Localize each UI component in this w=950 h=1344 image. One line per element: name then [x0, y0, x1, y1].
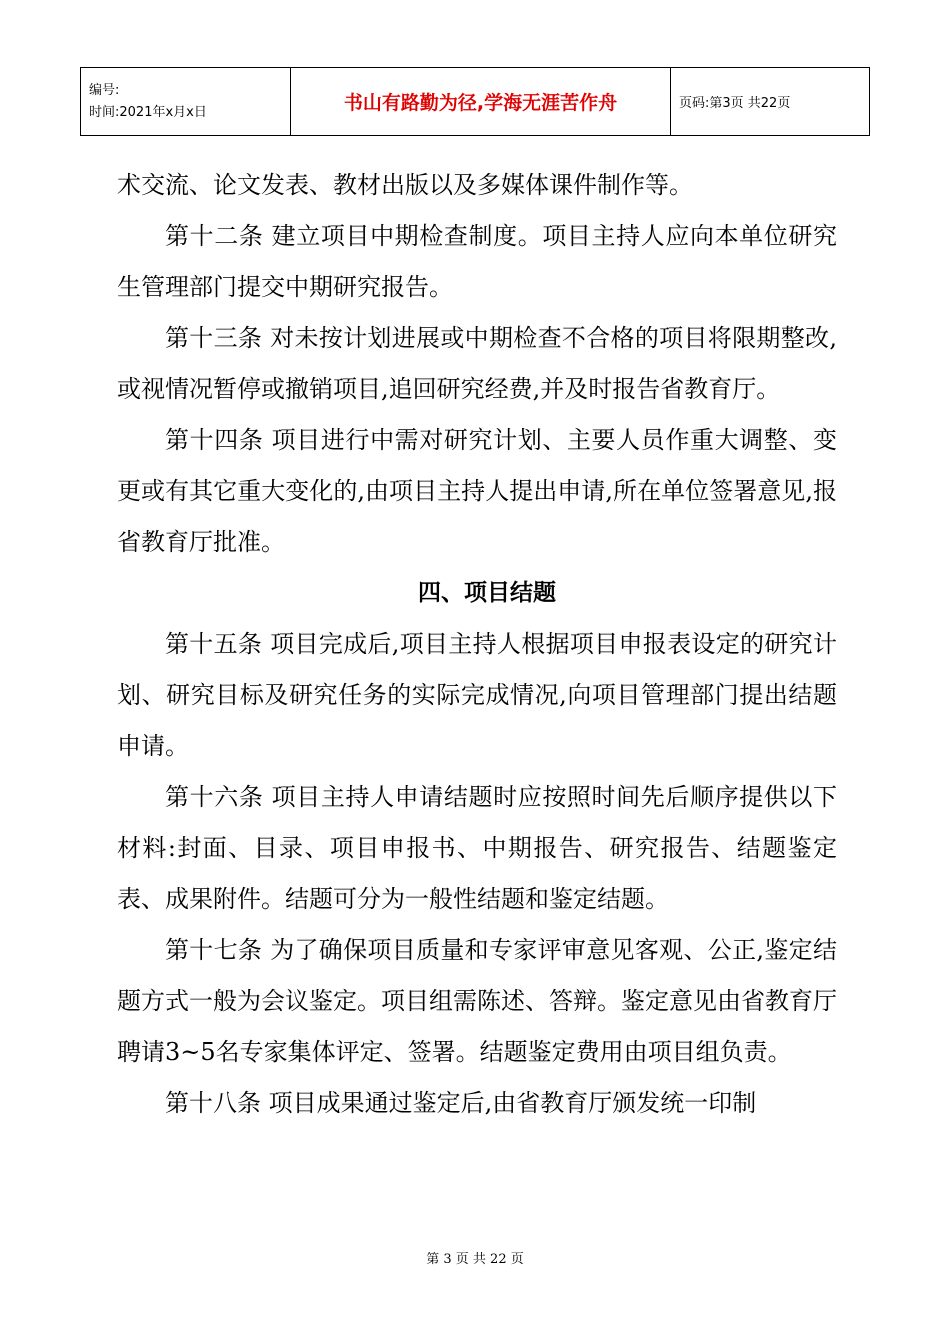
paragraph: 第十四条 项目进行中需对研究计划、主要人员作重大调整、变更或有其它重大变化的,由项目主持人提出申请,所在单位签署意见,报省教育厅批准。	[117, 426, 837, 556]
paragraph: 第十五条 项目完成后,项目主持人根据项目申报表设定的研究计划、研究目标及研究任务的实际完成情况,向项目管理部门提出结题申请。	[117, 630, 837, 760]
paragraph: 第十三条 对未按计划进展或中期检查不合格的项目将限期整改,或视情况暂停或撤销项目,追回研究经费,并及时报告省教育厅。	[117, 324, 837, 403]
page-footer: 第 3 页 共 22 页	[426, 1252, 524, 1267]
page-label: 页码:第3页 共22页	[679, 96, 791, 111]
paragraph: 术交流、论文发表、教材出版以及多媒体课件制作等。	[117, 171, 693, 199]
header-motto-cell	[291, 68, 671, 136]
paragraph: 第十七条 为了确保项目质量和专家评审意见客观、公正,鉴定结题方式一般为会议鉴定。项目组需陈述、答辩。鉴定意见由省教育厅聘请3~5名专家集体评定、签署。结题鉴定费用由项目组负责。	[117, 936, 837, 1066]
header-page-cell	[671, 68, 870, 136]
paragraph: 第十二条 建立项目中期检查制度。项目主持人应向本单位研究生管理部门提交中期研究报告。	[117, 222, 837, 301]
paragraph: 第十六条 项目主持人申请结题时应按照时间先后顺序提供以下材料:封面、目录、项目申报书、中期报告、研究报告、结题鉴定表、成果附件。结题可分为一般性结题和鉴定结题。	[117, 783, 837, 913]
section-title: 四、项目结题	[418, 580, 556, 606]
motto-text: 书山有路勤为径,学海无涯苦作舟	[343, 92, 618, 114]
time-label: 时间:2021年x月x日	[89, 104, 207, 120]
header-meta-cell	[81, 68, 291, 136]
number-label: 编号:	[89, 82, 120, 98]
paragraph: 第十八条 项目成果通过鉴定后,由省教育厅颁发统一印制	[165, 1089, 757, 1117]
document-body	[117, 160, 837, 1129]
header-table	[80, 67, 870, 136]
